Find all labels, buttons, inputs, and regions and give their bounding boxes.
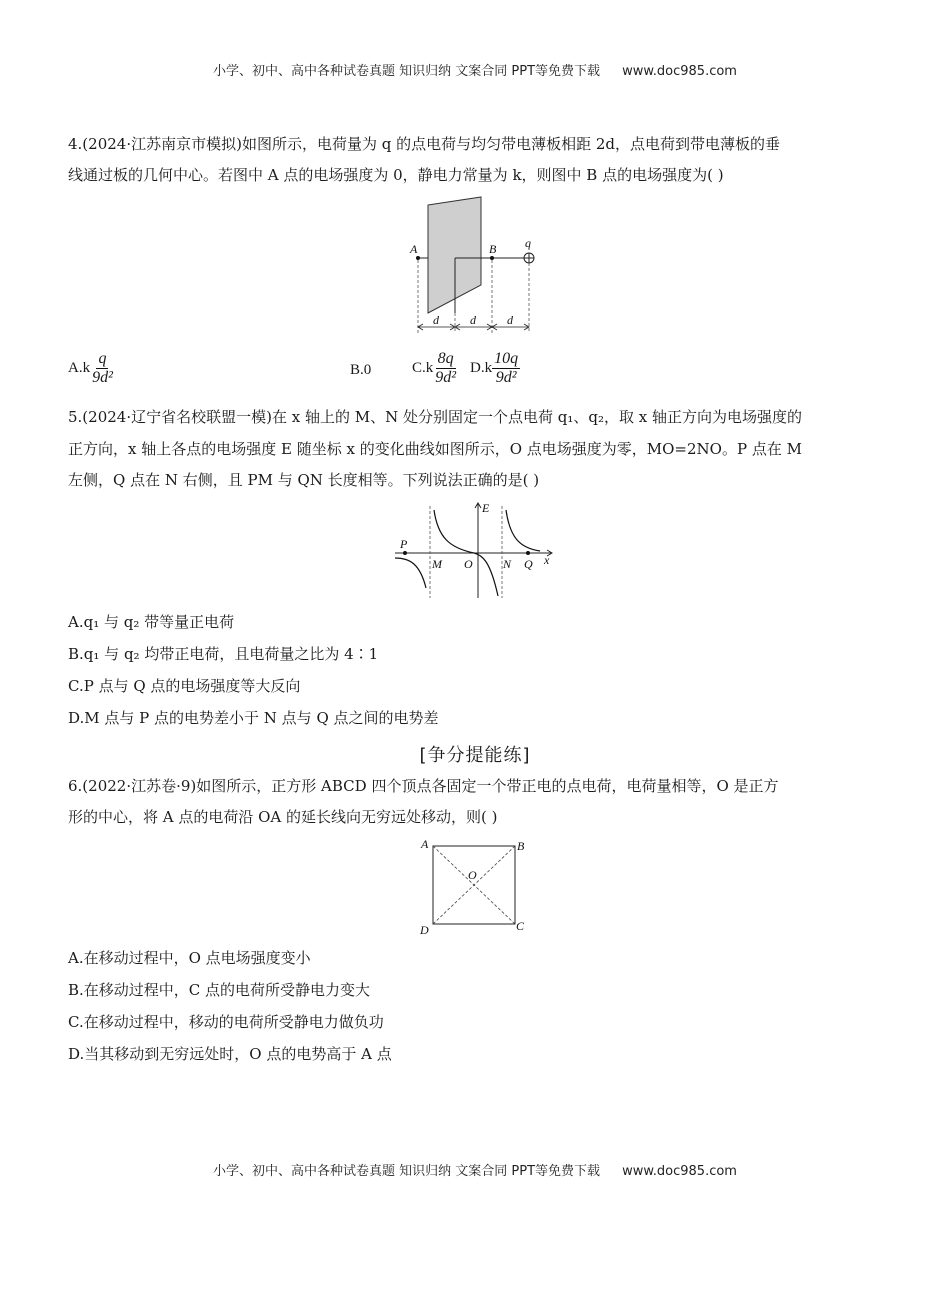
q6-option-a[interactable]: A.在移动过程中，O 点电场强度变小	[68, 949, 311, 967]
section-title: [争分提能练]	[419, 745, 531, 766]
q6-stem-line2: 形的中心，将 A 点的电荷沿 OA 的延长线向无穷远处移动，则( )	[68, 808, 498, 826]
label-a: A	[421, 837, 429, 851]
label-x: x	[544, 553, 550, 567]
q4-optD-den: 9d²	[495, 369, 517, 386]
q5-stem-line1: 5.(2024·辽宁省名校联盟一模)在 x 轴上的 M、N 处分别固定一个点电荷 q₁、q₂，取 x 轴正方向为电场强度的	[68, 408, 802, 426]
q4-stem-line2: 线通过板的几何中心。若图中 A 点的电场强度为 0，静电力常量为 k，则图中 B 点的电场强度为( )	[68, 166, 724, 184]
q4-optA-num: q	[98, 350, 107, 367]
q4-option-b[interactable]: B.0	[350, 362, 372, 378]
q4-stem-line1: 4.(2024·江苏南京市模拟)如图所示，电荷量为 q 的点电荷与均匀带电薄板相距 2d，点电荷到带电薄板的垂	[68, 135, 781, 153]
header-site-link[interactable]: www.doc985.com	[622, 64, 737, 79]
q5-figure	[390, 498, 565, 603]
footer-site-link[interactable]: www.doc985.com	[622, 1164, 737, 1179]
curve-left-of-m	[395, 558, 426, 588]
label-d2: d	[470, 313, 476, 327]
label-o: O	[468, 868, 477, 882]
label-d1: d	[433, 313, 439, 327]
label-a: A	[410, 242, 418, 256]
header-text: 小学、初中、高中各种试卷真题 知识归纳 文案合同 PPT等免费下载	[213, 64, 601, 79]
page-header	[0, 60, 950, 79]
point-q-dot	[526, 551, 530, 555]
q4-option-a[interactable]: A.k $\frac{q}{\text{9d²}}$	[68, 350, 113, 386]
page-footer	[0, 1160, 950, 1179]
label-n: N	[503, 557, 512, 571]
q5-stem-line3: 左侧，Q 点在 N 右侧，且 PM 与 QN 长度相等。下列说法正确的是( )	[68, 471, 540, 489]
label-d3: d	[507, 313, 513, 327]
label-b: B	[517, 839, 525, 853]
q4-optC-num: 8q	[437, 350, 454, 367]
label-m: M	[432, 557, 442, 571]
point-p-dot	[403, 551, 407, 555]
q5-option-a[interactable]: A.q₁ 与 q₂ 带等量正电荷	[68, 613, 235, 631]
label-q: q	[525, 236, 531, 250]
q5-option-b[interactable]: B.q₁ 与 q₂ 均带正电荷，且电荷量之比为 4∶1	[68, 645, 379, 663]
point-a-dot	[416, 256, 420, 260]
q4-optA-den: 9d²	[92, 369, 113, 386]
q6-option-c[interactable]: C.在移动过程中，移动的电荷所受静电力做负功	[68, 1013, 384, 1031]
q4-option-c[interactable]: C.k $\frac{8q}{\text{9d²}}$	[412, 350, 457, 386]
label-p: P	[400, 537, 408, 551]
label-o: O	[464, 557, 473, 571]
q5-option-d[interactable]: D.M 点与 P 点的电势差小于 N 点与 Q 点之间的电势差	[68, 709, 439, 727]
q6-option-b[interactable]: B.在移动过程中，C 点的电荷所受静电力变大	[68, 981, 371, 999]
label-b: B	[489, 242, 497, 256]
q4-option-d[interactable]: D.k $\frac{10q}{\text{9d²}}$	[470, 350, 519, 386]
label-c: C	[516, 919, 525, 933]
q5-option-c[interactable]: C.P 点与 Q 点的电场强度等大反向	[68, 677, 301, 695]
label-q: Q	[524, 557, 533, 571]
q5-stem-line2: 正方向，x 轴上各点的电场强度 E 随坐标 x 的变化曲线如图所示，O 点电场强度为零，MO=2NO。P 点在 M	[68, 440, 802, 458]
label-d: D	[420, 923, 429, 937]
q4-optC-den: 9d²	[435, 369, 457, 386]
point-b-dot	[490, 256, 494, 260]
curve-right-of-n	[506, 510, 540, 551]
q4-figure	[405, 195, 545, 340]
q6-option-d[interactable]: D.当其移动到无穷远处时，O 点的电势高于 A 点	[68, 1045, 392, 1063]
footer-text: 小学、初中、高中各种试卷真题 知识归纳 文案合同 PPT等免费下载	[213, 1164, 601, 1179]
q4-optD-num: 10q	[494, 350, 519, 367]
label-e: E	[482, 501, 490, 515]
q6-stem-line1: 6.(2022·江苏卷·9)如图所示，正方形 ABCD 四个顶点各固定一个带正电的点电荷，电荷量相等，O 是正方	[68, 777, 779, 795]
q6-figure	[415, 836, 530, 941]
